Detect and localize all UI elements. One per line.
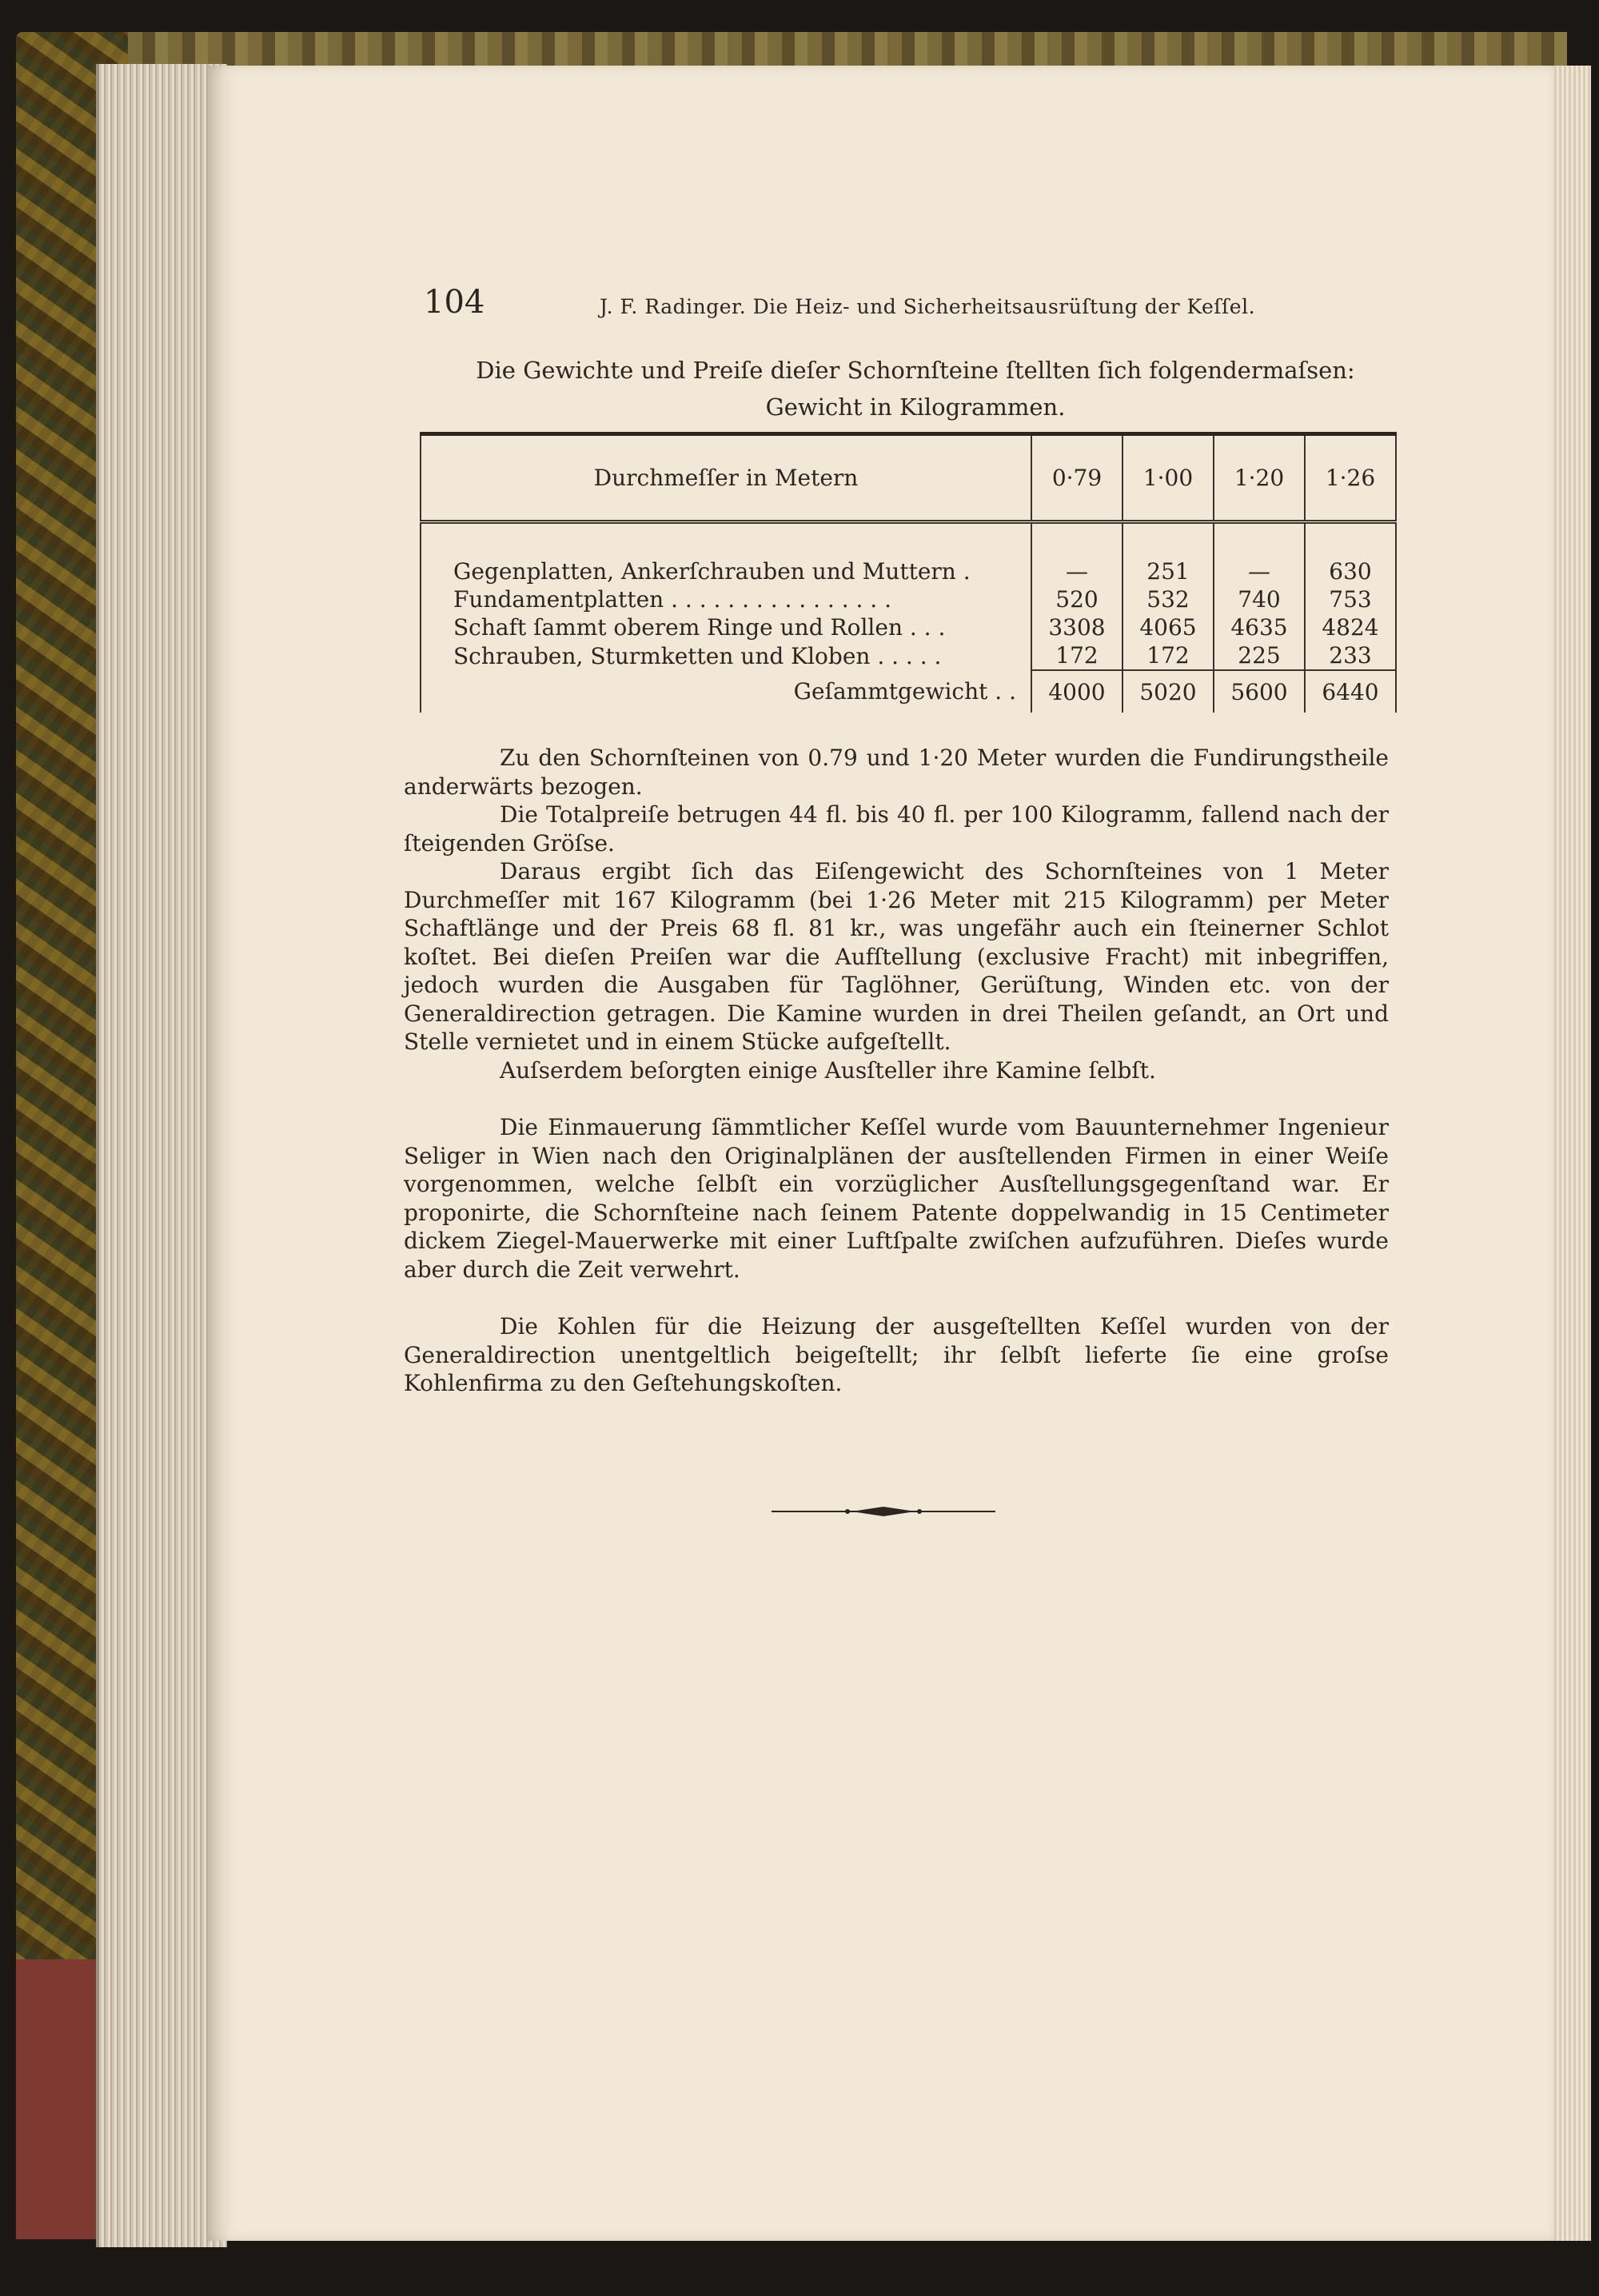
table-row [421,522,1396,586]
column-header: 1·20 [1214,434,1305,522]
paragraph: Zu den Schornſteinen von 0.79 und 1·20 Meter wurden die Fundirungstheile anderwärts bezogen. [404,745,1389,800]
cell: 3308 [1031,613,1122,641]
paragraph: Auſserdem beſorgten einige Ausſteller ihre Kamine ſelbſt. [500,1056,1156,1084]
cell: 520 [1031,585,1122,613]
paragraph: Die Einmauerung ſämmtlicher Keſſel wurde vom Bauunternehmer Ingenieur Seliger in Wien nach den Originalplänen der ausſtellenden Firmen in einer Weiſe vorgenommen, welche ſelbſt ein vorzüglicher Ausſtellungsgegenſtand war. Er proponirte, die Schornſteine nach ſeinem Patente doppelwandig in 15 Centimeter dickem Ziegel-Mauerwerke mit einer Luftſpalte zwiſchen aufzuführen. Dieſes wurde aber durch die Zeit verwehrt. [404,1114,1389,1283]
page-right-edge [1554,66,1591,2241]
running-head [424,284,1399,324]
cell: 233 [1305,641,1396,670]
table-header-row [421,434,1396,522]
cell: 172 [1122,641,1214,670]
cell: 532 [1122,585,1214,613]
paragraph: Daraus ergibt ſich das Eiſengewicht des Schornſteines von 1 Meter Durchmeſſer mit 167 Kilogramm (bei 1·26 Meter mit 215 Kilogramm) per Meter Schaftlänge und der Preis 68 fl. 81 kr., was ungefähr auch ein ſteinerner Schlot koſtet. Bei dieſen Preiſen war die Aufſtellung (exclusive Fracht) mit inbegriffen, jedoch wurden die Ausgaben für Taglöhner, Gerüſtung, Winden etc. von der Generaldirection getragen. Die Kamine wurden in drei Theilen geſandt, an Ort und Stelle vernietet und in einem Stücke aufgeſtellt. [404,858,1389,1055]
cell: 4824 [1305,613,1396,641]
column-header: 0·79 [1031,434,1122,522]
ornament-divider [772,1503,995,1519]
total-cell: 5600 [1214,670,1305,713]
weight-table [420,432,1397,732]
table-row [421,613,1396,641]
total-label: Geſammtgewicht . . [421,670,1031,713]
row-label: Fundamentplatten . . . . . . . . . . . . . . . . [421,585,1031,613]
column-header: 1·26 [1305,434,1396,522]
header-label: Durchmeſſer in Metern [421,434,1031,522]
column-header: 1·00 [1122,434,1214,522]
cell: 172 [1031,641,1122,670]
cell: 630 [1305,522,1396,586]
paragraph: Die Totalpreiſe betrugen 44 fl. bis 40 fl. per 100 Kilogramm, fallend nach der ſteigenden Gröſse. [404,801,1389,857]
cell: 225 [1214,641,1305,670]
total-cell: 6440 [1305,670,1396,713]
total-cell: 4000 [1031,670,1122,713]
total-row [421,670,1396,713]
table-row [421,641,1396,670]
paragraph: Die Kohlen für die Heizung der ausgeſtellten Keſſel wurden von der Generaldirection unentgeltlich beigeſtellt; ihr ſelbſt lieferte ſie eine groſse Kohlenfirma zu den Geſtehungskoſten. [404,1313,1389,1396]
table-row [421,585,1396,613]
row-label: Schaft ſammt oberem Ringe und Rollen . . . [421,613,1031,641]
row-label: Schrauben, Sturmketten und Kloben . . . . . [421,641,1031,670]
cell: 753 [1305,585,1396,613]
cell: 4635 [1214,613,1305,641]
body-text [404,744,1389,1398]
row-label: Gegenplatten, Ankerſchrauben und Muttern . [421,522,1031,586]
cell: — [1031,522,1122,586]
cell: 251 [1122,522,1214,586]
intro-sentence: Die Gewichte und Preiſe dieſer Schornſteine ſtellten ſich folgendermaſsen: [476,357,1355,384]
running-title: J. F. Radinger. Die Heiz- und Sicherheitsausrüſtung der Keſſel. [600,295,1256,318]
page-number: 104 [424,284,485,321]
table-intro [424,352,1407,425]
table-caption: Gewicht in Kilogrammen. [765,393,1066,421]
cell: — [1214,522,1305,586]
cell: 740 [1214,585,1305,613]
cell: 4065 [1122,613,1214,641]
total-cell: 5020 [1122,670,1214,713]
